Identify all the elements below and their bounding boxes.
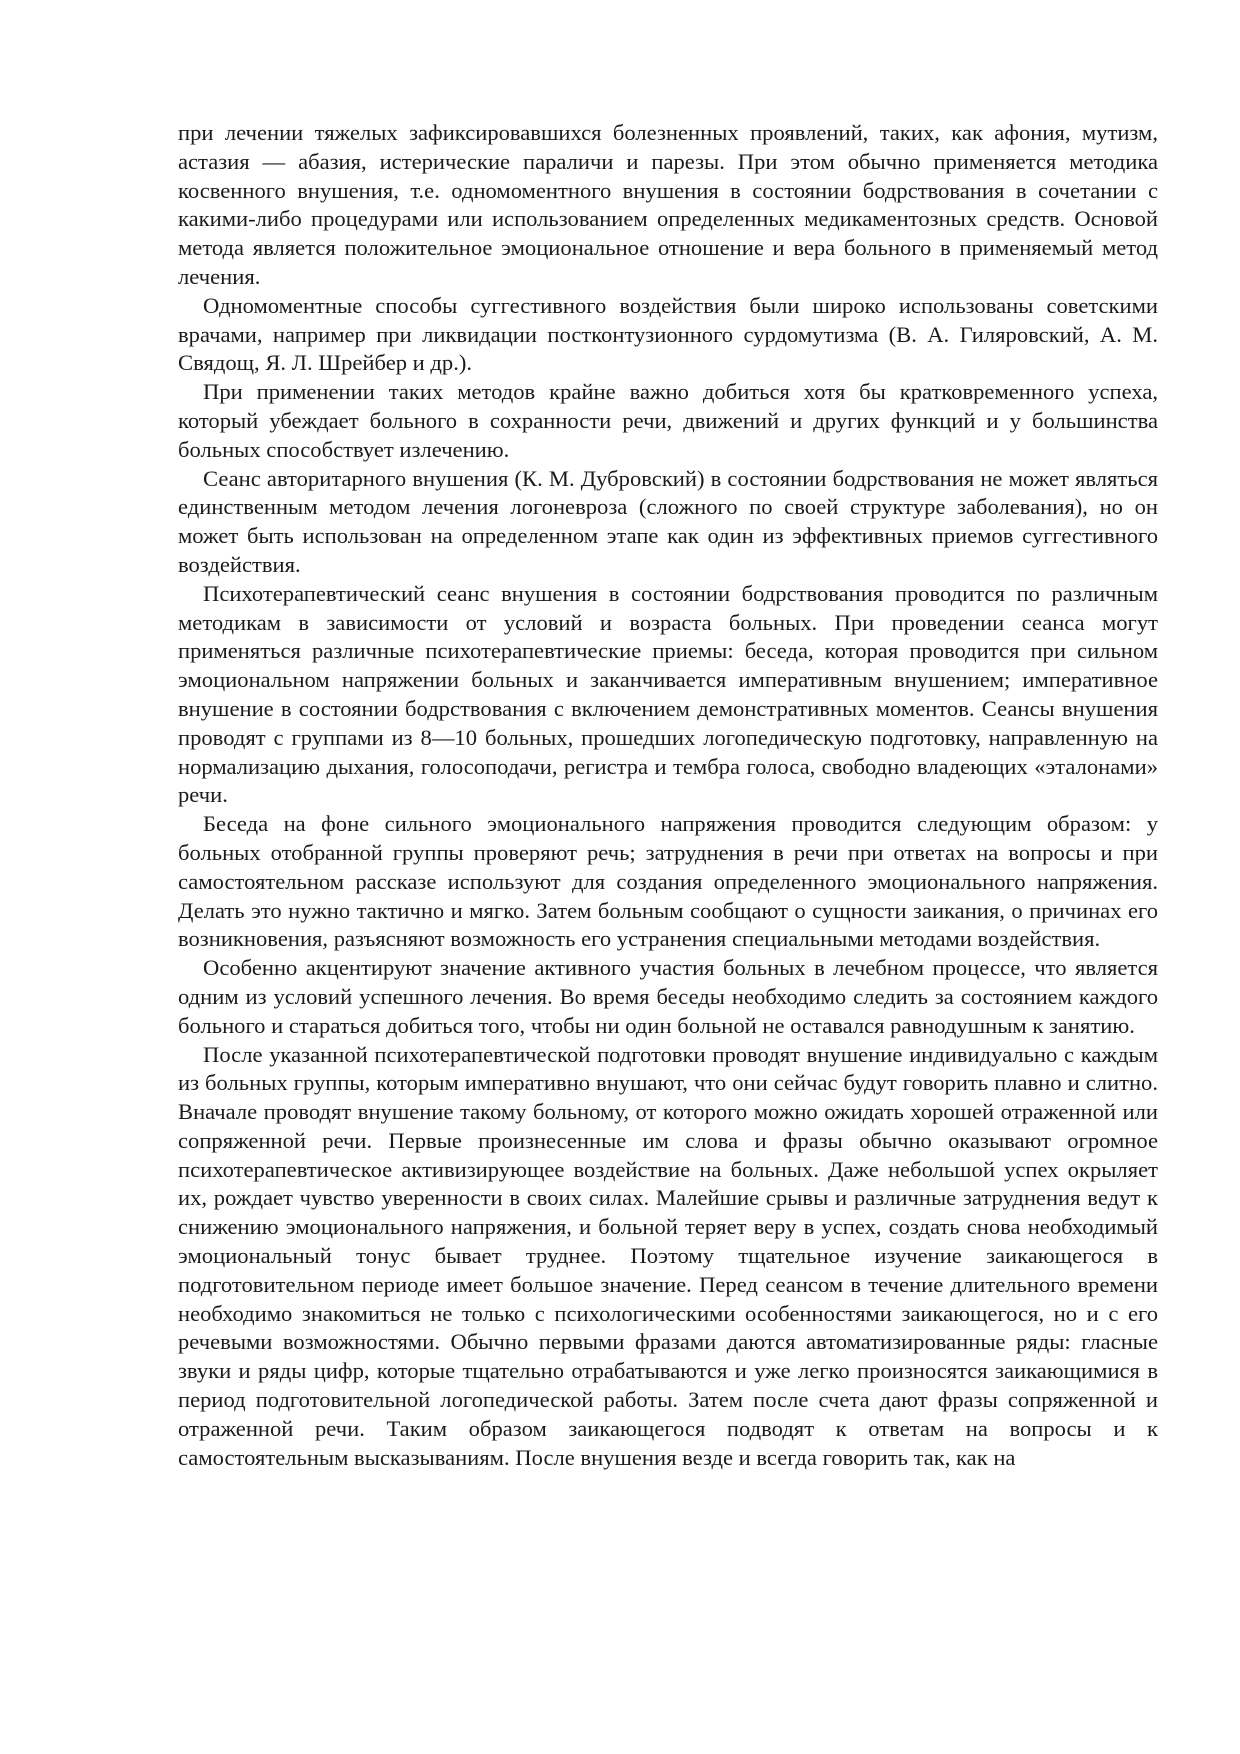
paragraph-4: Сеанс авторитарного внушения (К. М. Дубровский) в состоянии бодрствования не может являться единственным методом лечения логоневроза (сложного по своей структуре заболевания), но он может быть использован на определенном этапе как один из эффективных приемов суггестивного воздействия. <box>178 465 1158 577</box>
paragraph-7: Особенно акцентируют значение активного участия больных в лечебном процессе, что является одним из условий успешного лечения. Во время беседы необходимо следить за состоянием каждого больного и стараться добиться того, чтобы ни один больной не оставался равнодушным к занятию. <box>178 955 1158 1038</box>
paragraph-6: Беседа на фоне сильного эмоционального напряжения проводится следующим образом: у больных отобранной группы проверяют речь; затруднения в речи при ответах на вопросы и при самостоятельном рассказе используют для создания определенного эмоционального напряжения. Делать это нужно тактично и мягко. Затем больным сообщают о сущности заикания, о причинах его возникновения, разъясняют возможность его устранения специальными методами воздействия. <box>178 811 1158 952</box>
paragraph-1: при лечении тяжелых зафиксировавшихся болезненных проявлений, таких, как афония, мутизм, астазия — абазия, истерические параличи и парезы. При этом обычно применяется методика косвенного внушения, т.е. одномоментного внушения в состоянии бодрствования в сочетании с какими-либо процедурами или использованием определенных медикаментозных средств. Основой метода является положительное эмоциональное отношение и вера больного в применяемый метод лечения. <box>178 120 1158 289</box>
paragraph-2: Одномоментные способы суггестивного воздействия были широко использованы советскими врачами, например при ликвидации постконтузионного сурдомутизма (В. А. Гиляровский, А. М. Свядощ, Я. Л. Шрейбер и др.). <box>178 292 1158 376</box>
document-page <box>178 119 1158 1472</box>
paragraph-8: После указанной психотерапевтической подготовки проводят внушение индивидуально с каждым из больных группы, которым императивно внушают, что они сейчас будут говорить плавно и слитно. Вначале проводят внушение такому больному, от которого можно ожидать хорошей отраженной или сопряженной речи. Первые произнесенные им слова и фразы обычно оказывают огромное психотерапевтическое активизирующее воздействие на больных. Даже небольшой успех окрыляет их, рождает чувство уверенности в своих силах. Малейшие срывы и различные затруднения ведут к снижению эмоционального напряжения, и больной теряет веру в успех, создать снова необходимый эмоциональный тонус бывает труднее. Поэтому тщательное изучение заикающегося в подготовительном периоде имеет большое значение. Перед сеансом в течение длительного времени необходимо знакомиться не только с психологическими особенностями заикающегося, но и с его речевыми возможностями. Обычно первыми фразами даются автоматизированные ряды: гласные звуки и ряды цифр, которые тщательно отрабатываются и уже легко произносятся заикающимися в период подготовительной логопедической работы. Затем после счета дают фразы сопряженной и отраженной речи. Таким образом заикающегося подводят к ответам на вопросы и к самостоятельным высказываниям. После внушения везде и всегда говорить так, как на <box>178 1041 1158 1470</box>
paragraph-3: При применении таких методов крайне важно добиться хотя бы кратковременного успеха, который убеждает больного в сохранности речи, движений и других функций и у большинства больных способствует излечению. <box>178 379 1158 462</box>
paragraph-5: Психотерапевтический сеанс внушения в состоянии бодрствования проводится по различным методикам в зависимости от условий и возраста больных. При проведении сеанса могут применяться различные психотерапевтические приемы: беседа, которая проводится при сильном эмоциональном напряжении больных и заканчивается императивным внушением; императивное внушение в состоянии бодрствования с включением демонстративных моментов. Сеансы внушения проводят с группами из 8—10 больных, прошедших логопедическую подготовку, направленную на нормализацию дыхания, голосоподачи, регистра и тембра голоса, свободно владеющих «эталонами» речи. <box>178 580 1158 808</box>
